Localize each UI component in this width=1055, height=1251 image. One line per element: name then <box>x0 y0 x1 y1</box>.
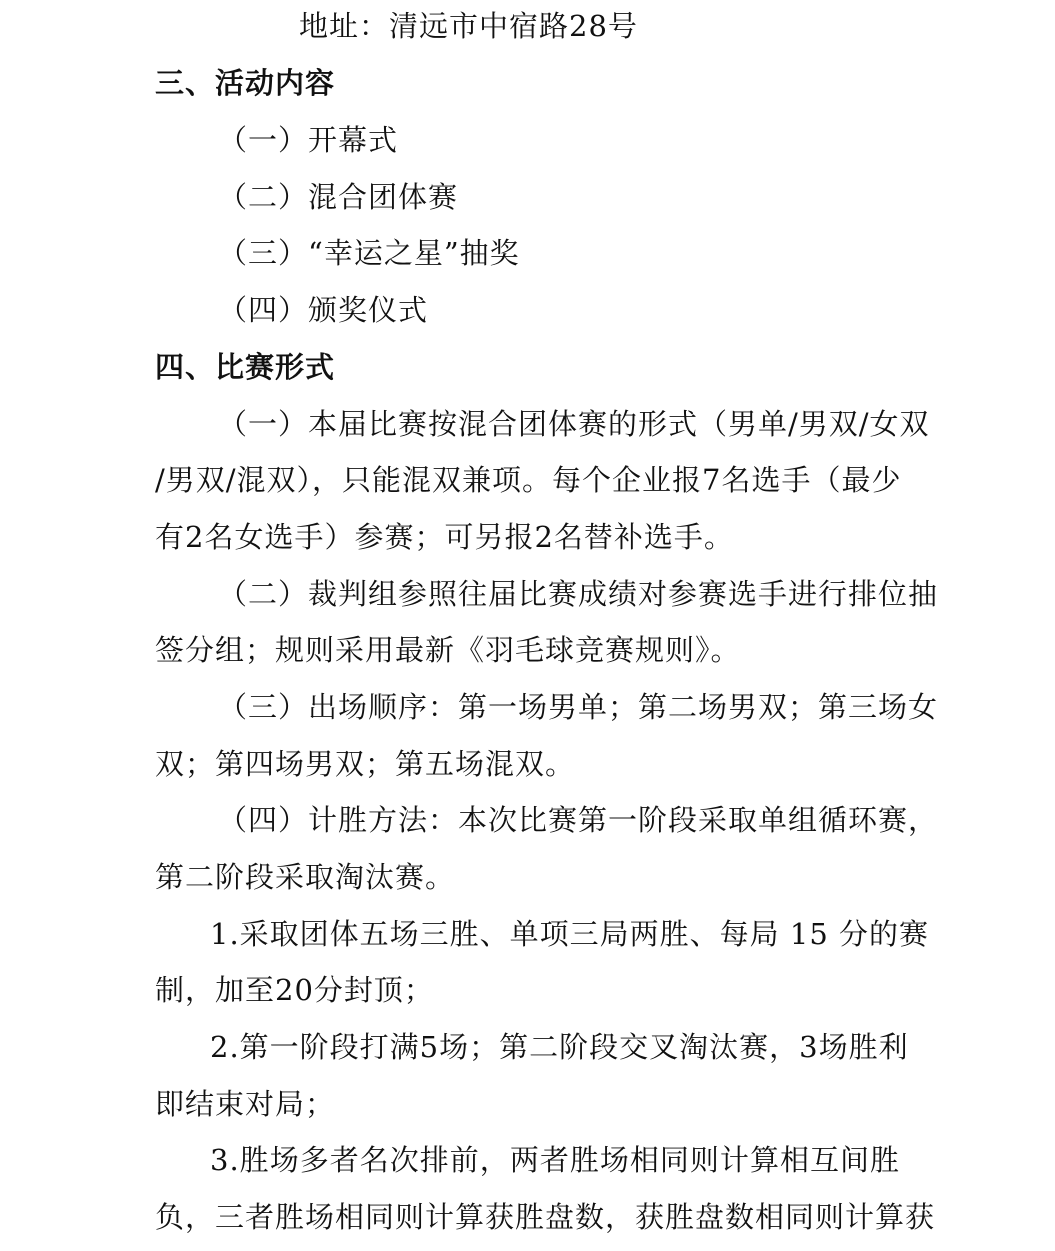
format-line-1: （一）本届比赛按混合团体赛的形式（男单/男双/女双 <box>218 407 930 441</box>
address-line: 地址：清远市中宿路28号 <box>299 9 638 43</box>
format-line-2: /男双/混双），只能混双兼项。每个企业报7名选手（最少 <box>155 463 902 497</box>
format-line-6: （三）出场顺序：第一场男单；第二场男双；第三场女 <box>218 690 939 724</box>
format-line-3: 有2名女选手）参赛；可另报2名替补选手。 <box>155 520 734 554</box>
format-rule-2-line-1: 2.第一阶段打满5场；第二阶段交叉淘汰赛，3场胜利 <box>210 1030 909 1064</box>
format-line-7: 双；第四场男双；第五场混双。 <box>155 747 576 781</box>
activity-item-4: （四）颁奖仪式 <box>218 293 429 327</box>
section-3-heading: 三、活动内容 <box>155 66 336 100</box>
activity-item-2: （二）混合团体赛 <box>218 180 459 214</box>
format-line-9: 第二阶段采取淘汰赛。 <box>155 860 456 894</box>
section-4-heading: 四、比赛形式 <box>155 350 336 384</box>
format-line-4: （二）裁判组参照往届比赛成绩对参赛选手进行排位抽 <box>218 577 939 611</box>
format-rule-3-line-1: 3.胜场多者名次排前，两者胜场相同则计算相互间胜 <box>210 1143 900 1177</box>
activity-item-1: （一）开幕式 <box>218 123 399 157</box>
format-line-8: （四）计胜方法：本次比赛第一阶段采取单组循环赛， <box>218 803 939 837</box>
activity-item-3: （三）“幸运之星”抽奖 <box>218 236 520 270</box>
format-rule-1-line-1: 1.采取团体五场三胜、单项三局两胜、每局 15 分的赛 <box>210 917 930 951</box>
format-rule-2-line-2: 即结束对局； <box>155 1087 336 1121</box>
format-rule-1-line-2: 制，加至20分封顶； <box>155 973 434 1007</box>
format-rule-3-line-2: 负，三者胜场相同则计算获胜盘数，获胜盘数相同则计算获 <box>155 1200 936 1234</box>
format-line-5: 签分组；规则采用最新《羽毛球竞赛规则》。 <box>155 633 741 667</box>
